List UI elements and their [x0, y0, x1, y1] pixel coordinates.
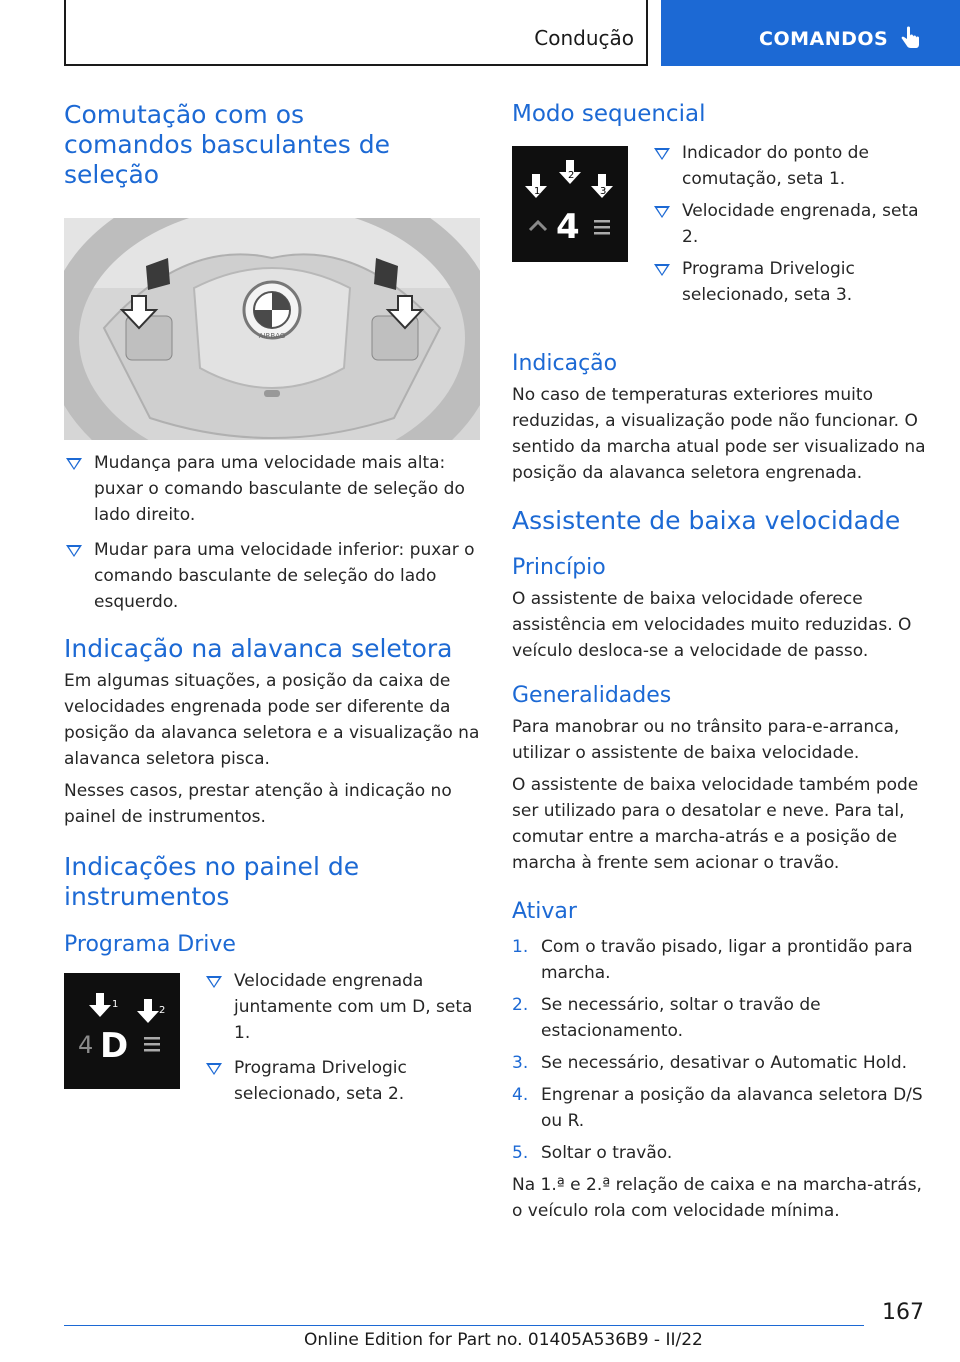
svg-text:4: 4 [78, 1031, 94, 1059]
right-column [512, 100, 932, 1224]
list-item: Programa Drivelogic selecionado, seta 3. [652, 256, 932, 308]
svg-text:3: 3 [600, 186, 607, 197]
heading-low-speed-assistant: Assistente de baixa velocidade [512, 506, 901, 535]
subheading-general: Generalidades [512, 683, 672, 708]
header-chapter-label: COMANDOS [759, 28, 889, 50]
triangle-bullet-icon [654, 206, 670, 218]
svg-text:1: 1 [534, 186, 541, 197]
triangle-bullet-icon [206, 976, 222, 988]
header-section-label: Condução [534, 26, 634, 50]
triangle-bullet-icon [654, 264, 670, 276]
list-item: Velocidade engrenada, seta 2. [652, 198, 932, 250]
hand-pointer-icon [899, 26, 921, 50]
drive-bullet-list [204, 968, 480, 1107]
page-number: 167 [882, 1300, 924, 1325]
svg-text:2: 2 [568, 170, 575, 181]
list-item: Mudança para uma velocidade mais alta: puxar o comando basculante de seleção do lado direito. [64, 450, 480, 528]
triangle-bullet-icon [206, 1063, 222, 1075]
list-item: Indicador do ponto de comutação, seta 1. [652, 140, 932, 192]
paragraph: Para manobrar ou no trânsito para-e-arranca, utilizar o assistente de baixa velocidade. [512, 717, 900, 763]
step-item: 4. Engrenar a posição da alavanca seletora D/S ou R. [512, 1085, 923, 1131]
svg-text:AIRBAG: AIRBAG [258, 332, 286, 340]
svg-text:2: 2 [159, 1005, 166, 1016]
step-item: 3. Se necessário, desativar o Automatic Hold. [512, 1053, 908, 1073]
sequential-display-icon [512, 146, 628, 262]
heading-paddles: Comutação com os comandos basculantes de seleção [64, 100, 391, 189]
step-item: 1. Com o travão pisado, ligar a prontidão para marcha. [512, 937, 913, 983]
svg-text:1: 1 [112, 999, 119, 1010]
triangle-bullet-icon [654, 148, 670, 160]
list-item: Mudar para uma velocidade inferior: puxar o comando basculante de seleção do lado esquerdo. [64, 537, 480, 615]
step-item: 5. Soltar o travão. [512, 1143, 673, 1163]
paragraph: Nesses casos, prestar atenção à indicação no painel de instrumentos. [64, 781, 452, 827]
paragraph: O assistente de baixa velocidade oferece assistência em velocidades muito reduzidas. O veículo desloca-se a velocidade de passo. [512, 589, 912, 661]
list-item: Programa Drivelogic selecionado, seta 2. [204, 1055, 480, 1107]
triangle-bullet-icon [66, 458, 82, 470]
paragraph: Em algumas situações, a posição da caixa de velocidades engrenada pode ser diferente da posição da alavanca seletora e a visualização na alavanca seletora pisca. [64, 671, 480, 769]
heading-instrument-panel: Indicações no painel de instrumentos [64, 852, 360, 911]
heading-selector-lever: Indicação na alavanca seletora [64, 634, 453, 663]
steering-wheel-illustration [64, 218, 480, 440]
paragraph: O assistente de baixa velocidade também pode ser utilizado para o desatolar e neve. Para tal, comutar entre a marcha-atrás e a posição de marcha à frente sem acionar o travão. [512, 775, 919, 873]
subheading-principle: Princípio [512, 555, 606, 580]
paragraph: No caso de temperaturas exteriores muito reduzidas, a visualização pode não funcionar. O sentido da marcha atual pode ser visualizado na posição da alavanca seletora engrenada. [512, 385, 926, 483]
subheading-indication: Indicação [512, 351, 618, 376]
sequential-bullet-list [652, 140, 932, 308]
subheading-drive-program: Programa Drive [64, 932, 236, 957]
drive-display-icon [64, 973, 180, 1089]
left-column [64, 100, 480, 1107]
footer-edition: Online Edition for Part no. 01405A536B9 - II/22 [304, 1330, 703, 1350]
header-chapter-tab [661, 0, 960, 66]
activation-steps [512, 934, 932, 1166]
step-item: 2. Se necessário, soltar o travão de estacionamento. [512, 995, 821, 1041]
steering-wheel-image [64, 218, 480, 440]
paddle-bullet-list [64, 450, 480, 615]
header-section-box [64, 0, 648, 66]
paragraph: Na 1.ª e 2.ª relação de caixa e na marcha-atrás, o veículo rola com velocidade mínima. [512, 1175, 922, 1221]
list-item: Velocidade engrenada juntamente com um D, seta 1. [204, 968, 480, 1046]
triangle-bullet-icon [66, 545, 82, 557]
svg-text:D: D [100, 1026, 129, 1066]
footer-divider [64, 1325, 864, 1326]
svg-text:4: 4 [556, 207, 580, 247]
subheading-activate: Ativar [512, 899, 577, 924]
subheading-sequential: Modo sequencial [512, 101, 706, 127]
